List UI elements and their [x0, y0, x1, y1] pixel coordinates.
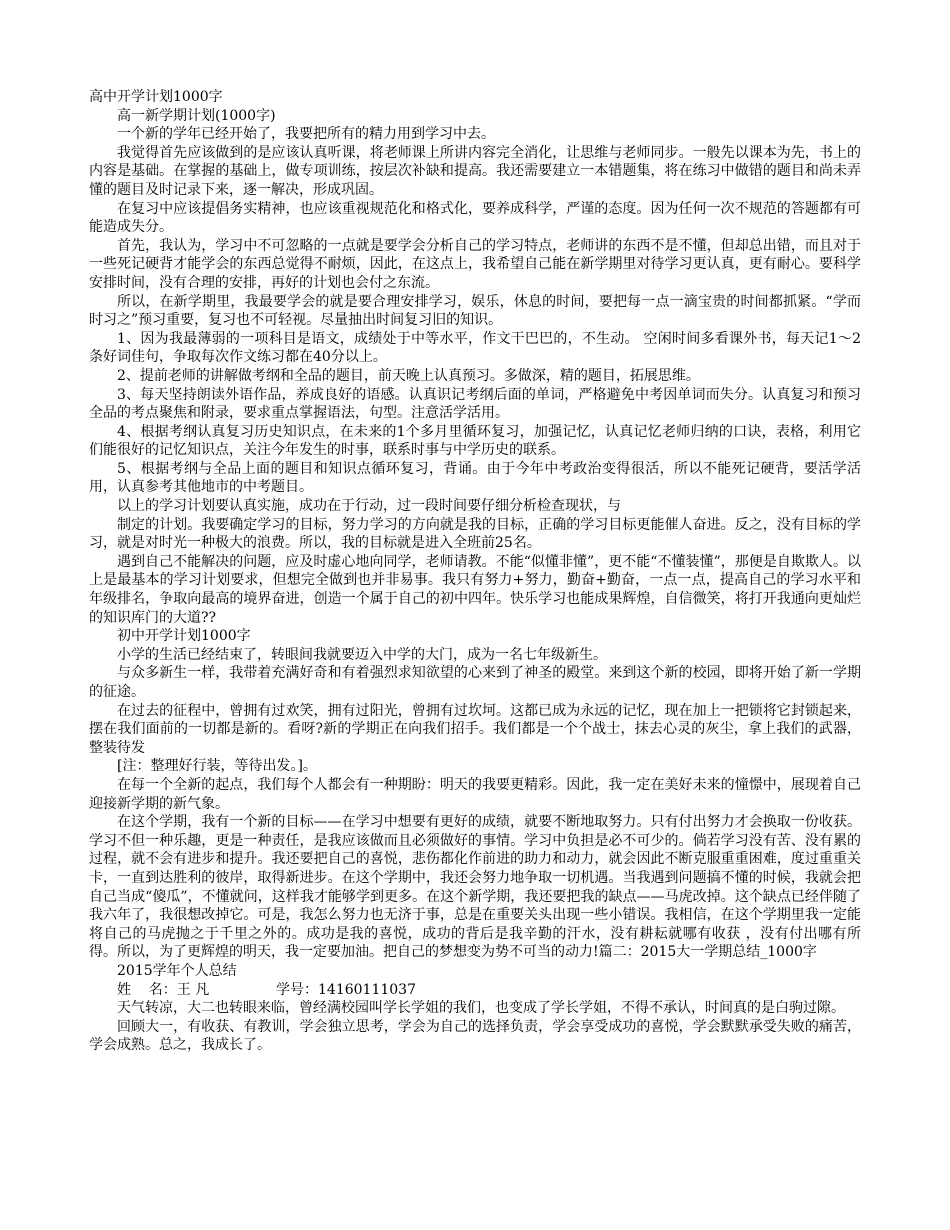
paragraph-p4: 在复习中应该提倡务实精神，也应该重视规范化和格式化，要养成科学，严谨的态度。因为任何一次不规范的答题都有可能造成失分。 — [89, 200, 861, 236]
paragraph-p22: 2015学年个人总结 — [117, 962, 237, 979]
paragraph-p2: 一个新的学年已经开始了，我要把所有的精力用到学习中去。 — [117, 126, 495, 143]
paragraph-p15: 初中开学计划1000字 — [117, 628, 251, 645]
paragraph-p13: 制定的计划。我要确定学习的目标，努力学习的方向就是我的目标，正确的学习目标更能催人奋进。反之，没有目标的学习，就是对时光一种极大的浪费。所以，我的目标就是进入全班前25名。 — [89, 516, 861, 552]
paragraph-p9: 3、每天坚持朗读外语作品，养成良好的语感。认真识记考纲后面的单词，严格避免中考因单词而失分。认真复习和预习全品的考点聚焦和附录，要求重点掌握语法，句型。注意活学活用。 — [89, 386, 861, 422]
paragraph-p18: 在过去的征程中，曾拥有过欢笑，拥有过阳光，曾拥有过坎坷。这都已成为永远的记忆，现在加上一把锁将它封锁起来，摆在我们面前的一切都是新的。看呀?新的学期正在向我们招手。我们都是一个个战士，抹去心灵的灰尘，拿上我们的武器，整装待发 — [89, 702, 861, 756]
paragraph-p1: 高一新学期计划(1000字) — [117, 107, 276, 124]
document-page — [89, 88, 861, 1055]
paragraph-p5: 首先，我认为，学习中不可忽略的一点就是要学会分析自己的学习特点，老师讲的东西不是不懂，但却总出错，而且对于一些死记硬背才能学会的东西总觉得不耐烦，因此，在这点上，我希望自己能在新学期里对待学习更认真，更有耐心。要科学安排时间，没有合理的安排，再好的计划也会付之东流。 — [89, 237, 861, 291]
paragraph-p10: 4、根据考纲认真复习历史知识点，在未来的1个多月里循环复习，加强记忆，认真记忆老师归纳的口诀，表格，利用它们能很好的记忆知识点，关注今年发生的时事，联系时事与中学历史的联系。 — [89, 423, 861, 459]
paragraph-p8: 2、提前老师的讲解做考纲和全品的题目，前天晚上认真预习。多做深，精的题目，拓展思维。 — [117, 367, 700, 384]
paragraph-p12: 以上的学习计划要认真实施，成功在于行动，过一段时间要仔细分析检查现状，与 — [117, 498, 621, 515]
paragraph-p3: 我觉得首先应该做到的是应该认真听课，将老师课上所讲内容完全消化，让思维与老师同步。一般先以课本为先，书上的内容是基础。在掌握的基础上，做专项训练，按层次补缺和提高。我还需要建立一本错题集，将在练习中做错的题目和尚未弄懂的题目及时记录下来，逐一解决，形成巩固。 — [89, 144, 861, 198]
paragraph-p25: 回顾大一，有收获、有教训，学会独立思考，学会为自己的选择负责，学会享受成功的喜悦，学会默默承受失败的痛苦，学会成熟。总之，我成长了。 — [89, 1018, 861, 1054]
document-title: 高中开学计划1000字 — [89, 89, 223, 105]
paragraph-p7: 1、因为我最薄弱的一项科目是语文，成绩处于中等水平，作文干巴巴的，不生动。 空闲时间多看课外书，每天记1～2条好词佳句，争取每次作文练习都在40分以上。 — [89, 330, 861, 366]
paragraph-p19: [注：整理好行装，等待出发。]。 — [117, 758, 317, 775]
paragraph-p14: 遇到自己不能解决的问题，应及时虚心地向同学，老师请教。不能“似懂非懂”，更不能“不懂装懂”，那便是自欺欺人。以上是最基本的学习计划要求，但想完全做到也并非易事。我只有努力+努力，勤奋+勤奋，一点一点，提高自己的学习水平和年级排名，争取向最高的境界奋进，创造一个属于自己的初中四年。快乐学习也能成果辉煌，自信微笑，将打开我通向更灿烂的知识库门的大道?? — [89, 553, 861, 626]
paragraph-p24: 天气转凉，大二也转眼来临，曾经满校园叫学长学姐的我们，也变成了学长学姐，不得不承认，时间真的是白驹过隙。 — [117, 1000, 845, 1017]
paragraph-p6: 所以，在新学期里，我最要学会的就是要合理安排学习，娱乐，休息的时间，要把每一点一滴宝贵的时间都抓紧。“学而时习之”预习重要，复习也不可轻视。尽量抽出时间复习旧的知识。 — [89, 293, 861, 329]
paragraph-p21: 在这个学期，我有一个新的目标——在学习中想要有更好的成绩，就要不断地取努力。只有付出努力才会换取一份收获。学习不但一种乐趣，更是一种责任，是我应该做而且必须做好的事情。学习中负担是必不可少的。倘若学习没有苦、没有累的过程，就不会有进步和提升。我还要把自己的喜悦，悲伤都化作前进的助力和动力，就会因此不断克服重重困难，度过重重关卡，一直到达胜利的彼岸，取得新进步。在这个学期中，我还会努力地争取一切机遇。当我遇到问题搞不懂的时候，我就会把自己当成“傻瓜”，不懂就问，这样我才能够学到更多。在这个新学期，我还要把我的缺点——马虎改掉。这个缺点已经伴随了我六年了，我很想改掉它。可是，我怎么努力也无济于事，总是在重要关头出现一些小错误。我相信，在这个学期里我一定能将自己的马虎抛之于千里之外的。成功是我的喜悦，成功的背后是我辛勤的汗水，没有耕耘就哪有收获 ，没有付出哪有所得。所以，为了更辉煌的明天，我一定要加油。把自己的梦想变为势不可当的动力!篇二：2015大一学期总结_1000字 — [89, 814, 861, 961]
paragraph-p11: 5、根据考纲与全品上面的题目和知识点循环复习，背诵。由于今年中考政治变得很活，所以不能死记硬背，要活学活用，认真参考其他地市的中考题目。 — [89, 460, 861, 496]
paragraph-p16: 小学的生活已经结束了，转眼间我就要迈入中学的大门，成为一名七年级新生。 — [117, 646, 607, 663]
paragraph-p17: 与众多新生一样，我带着充满好奇和有着强烈求知欲望的心来到了神圣的殿堂。来到这个新的校园，即将开始了新一学期的征途。 — [89, 665, 861, 700]
paragraph-p23: 姓 名：王 凡 学号：14160111037 — [117, 981, 416, 998]
paragraph-p20: 在每一个全新的起点，我们每个人都会有一种期盼：明天的我要更精彩。因此，我一定在美好未来的憧憬中，展现着自己迎接新学期的新气象。 — [89, 776, 861, 812]
